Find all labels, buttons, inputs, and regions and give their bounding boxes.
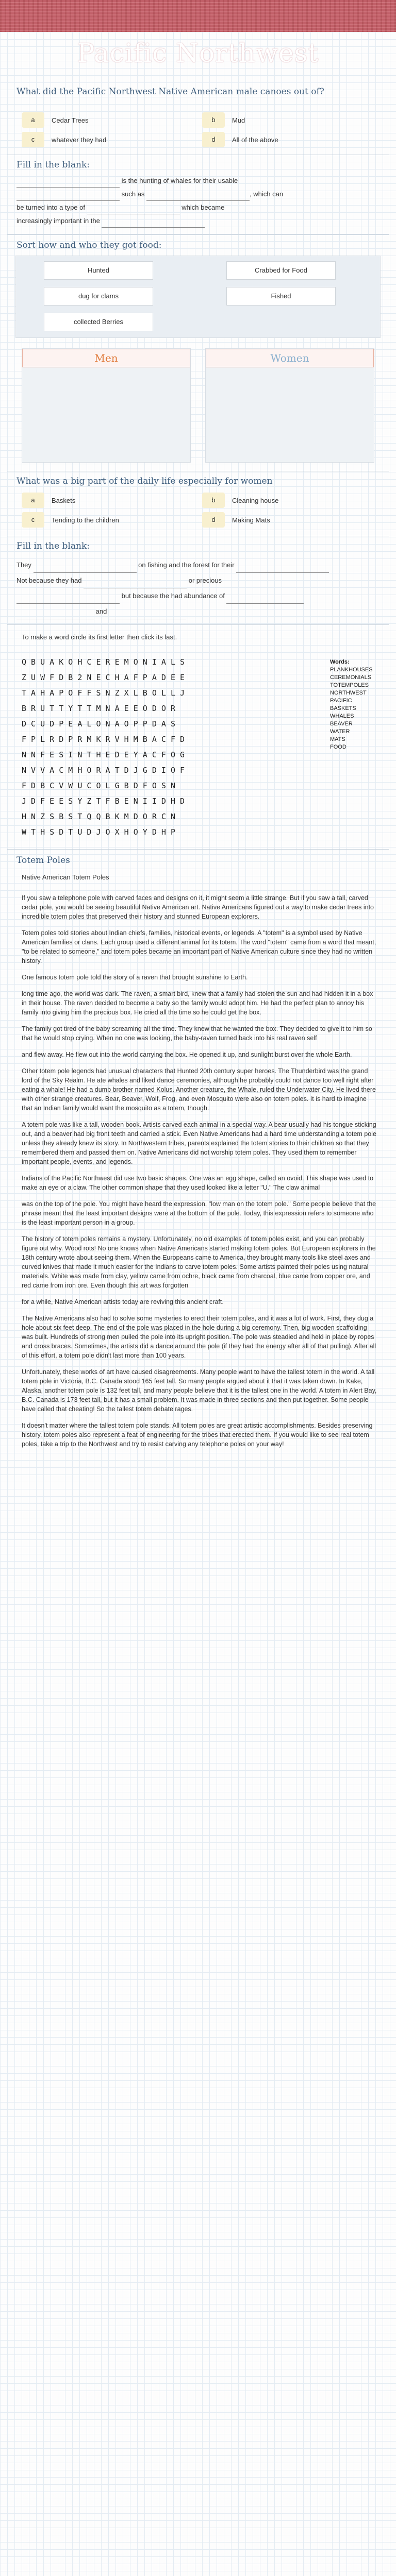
blank-input[interactable] — [226, 594, 304, 604]
passage-paragraph: It doesn't matter where the tallest totem pole stands. All totem poles are great artistic accomplishments. Besides preserving history, totem poles also represent a feat of engineering for the tribes that erected them. If you would like to see real totem poles, take a trip to the Northwest and try to resist carving any telephone poles on your way! — [22, 1422, 373, 1448]
blank-input[interactable] — [16, 594, 120, 604]
question-1: What did the Pacific Northwest Native American male canoes out of? — [16, 87, 324, 97]
passage-paragraph: Totem poles told stories about Indian chiefs, families, historical events, or legends. A "totem" is a symbol used by Native American families or clans. Each group used a different animal for its totem. The word "totem" came from a word that meant, "to be related to someone," and totem poles became an important part of Native American culture since they had no written history. — [22, 929, 376, 964]
blank-input[interactable] — [16, 178, 120, 188]
passage-paragraph: long time ago, the world was dark. The raven, a smart bird, knew that a family had stolen the sun and had hidden it in a box in their house. The raven decided to become a baby so the family would adopt him. He had the perfect plan to annoy his family into giving him the precious box. He cried all the time so he could get the box. — [22, 990, 373, 1016]
q2-option-c[interactable]: c Tending to the children — [22, 512, 119, 528]
divider — [7, 624, 389, 625]
word-search-row[interactable]: Q B U A K O H C E R E M O N I A L S — [22, 657, 185, 667]
word-list-item: NORTHWEST — [330, 690, 367, 696]
blank-input[interactable] — [236, 563, 329, 573]
sort-column-women-label: Women — [206, 349, 374, 367]
word-search-row[interactable]: N V V A C M H O R A T D J G D I O F — [22, 766, 185, 775]
word-search-row[interactable]: N N F E S I N T H E D E Y A C F O G — [22, 750, 185, 759]
blank-input[interactable] — [16, 191, 120, 201]
sort-heading: Sort how and who they got food: — [16, 240, 162, 250]
sort-item-hunted[interactable]: Hunted — [44, 261, 153, 280]
sort-column-men[interactable] — [22, 348, 191, 463]
word-list-item: WHALES — [330, 713, 354, 719]
passage-paragraph: If you saw a telephone pole with carved faces and designs on it, it might seem a little strange. But if you saw a tall, carved cedar pole, you would be seeing beautiful Native American art. Native Americans figured out a way to make cedar trees into incredible totem poles that preserved their history and stunned European explorers. — [22, 894, 374, 920]
passage-paragraph: A totem pole was like a tall, wooden book. Artists carved each animal in a special way. A bear usually had his tongue sticking out, and a beaver had big front teeth and carried a stick. Even Native Americans had a hard time understanding a totem pole unless they already knew its story. In Northwestern tribes, parents explained the totem stories to their children so that they remembered them and passed them on. Native Americans did not worship totem poles. They used them to remember important people, events, and legends. — [22, 1121, 376, 1165]
word-search-row[interactable]: T A H A P O F F S N Z X L B O L L J — [22, 688, 185, 698]
passage-paragraph: The history of totem poles remains a mystery. Unfortunately, no old examples of totem poles exist, and you can probably figure out why. Wood rots! No one knows when Native Americans started making totem poles. But European explorers in the 18th century wrote about seeing them. When the Europeans came to America, they brought many tools like steel axes and curved knives that made it much easier for the Indians to carve totem poles. Some artists painted their poles using natural materials. White was made from clay, yellow came from ochre, black came from charcoal, blue came from copper ore, and red came from iron ore. Even though this art was forgotten — [22, 1235, 376, 1289]
fill-blank-passage-1: is the hunting of whales for their usable such as , which can be turned into a type of which became increasingly important in the — [16, 174, 377, 228]
fill-blank-passage-2: They on fishing and the forest for their Not because they had or precious but because the had abundance of and — [16, 557, 377, 619]
passage-paragraph: The family got tired of the baby screaming all the time. They knew that he wanted the box. They decided to give it to him so that he would stop crying. When no one was looking, the baby-raven turned back into his real raven self — [22, 1025, 372, 1042]
q2-option-b[interactable]: b Cleaning house — [202, 493, 278, 508]
sort-item-crabbed[interactable]: Crabbed for Food — [226, 261, 336, 280]
sort-item-berries[interactable]: collected Berries — [44, 313, 153, 331]
word-list-item: BASKETS — [330, 705, 356, 711]
word-list-item: PACIFIC — [330, 698, 352, 704]
passage-paragraph: Other totem pole legends had unusual characters that Hunted 20th century super heroes. The Thunderbird was the grand lord of the Sky Realm. He ate whales and liked dance ceremonies, although he probably could not dance too well right after eating a whale! He had a dumb brother named Kolus. Another creature, the Whale, ruled the Underwater City. He lived there with other strange creatures. Bear, Beaver, Wolf, Frog, and even Mosquito were also on totem poles. It is hard to imagine that an Indian family would want the mosquito as a totem, though. — [22, 1067, 376, 1112]
q1-option-b[interactable]: b Mud — [202, 112, 245, 128]
word-search-row[interactable]: B R U T T Y T T M N A E E O D O R — [22, 704, 176, 713]
word-list: Words: PLANKHOUSES CEREMONIALS TOTEMPOLES NORTHWEST PACIFIC BASKETS WHALES BEAVER WATER MATS FOOD — [330, 659, 373, 750]
divider — [7, 849, 389, 850]
word-list-item: MATS — [330, 736, 345, 742]
word-search-row[interactable]: D C U D P E A L O N A O P P D A S — [22, 719, 176, 728]
passage-paragraph: was on the top of the pole. You might have heard the expression, "low man on the totem pole." Some people believe that the phrase meant that the least important designs were at the bottom of the pole. Today, this expression refers to someone who is the least important person in a group. — [22, 1200, 376, 1226]
sort-item-clams[interactable]: dug for clams — [44, 287, 153, 306]
blank-input[interactable] — [146, 191, 250, 201]
totem-passage — [22, 893, 377, 1456]
q2-option-d[interactable]: d Making Mats — [202, 512, 270, 528]
blank-input[interactable] — [102, 218, 205, 228]
blank-input[interactable] — [16, 609, 94, 619]
blank-input[interactable] — [109, 609, 186, 619]
word-search-row[interactable]: W T H S D T U D J O X H O Y D H P — [22, 827, 176, 837]
word-list-item: CEREMONIALS — [330, 674, 372, 681]
totem-heading: Totem Poles — [16, 855, 70, 866]
word-search-instruction: To make a word circle its first letter then click its last. — [22, 633, 177, 641]
word-list-item: WATER — [330, 728, 350, 735]
passage-paragraph: for a while, Native American artists today are reviving this ancient craft. — [22, 1298, 224, 1306]
passage-paragraph: Unfortunately, these works of art have caused disagreements. Many people want to have the tallest totem in the world. A tall totem pole in Victoria, B.C. Canada stood 165 feet tall. So many people argued about it that it was taken down. In Kake, Alaska, another totem pole is 132 feet tall, and many people believe that it is the tallest one in the world. A totem in Alert Bay, B.C. Canada is 173 feet tall, but it has a small problem. It was made in three sections and then put together. Some people have called that cheating! So the tallest totem debate rages. — [22, 1368, 377, 1413]
sort-item-bank — [15, 256, 381, 338]
passage-paragraph: One famous totem pole told the story of a raven that brought sunshine to Earth. — [22, 974, 248, 981]
sort-column-women[interactable] — [205, 348, 374, 463]
q2-option-a[interactable]: a Baskets — [22, 493, 75, 508]
passage-paragraph: and flew away. He flew out into the world carrying the box. He opened it up, and sunlight burst over the whole Earth. — [22, 1051, 352, 1058]
fill-blank-heading-1: Fill in the blank: — [16, 160, 90, 170]
totem-subheading: Native American Totem Poles — [22, 873, 109, 881]
question-2: What was a big part of the daily life especially for women — [16, 476, 273, 486]
page-title: Pacific Northwest — [77, 38, 319, 68]
word-search-row[interactable]: J D F E E S Y Z T F B E N I I D H D — [22, 796, 185, 806]
word-list-item: BEAVER — [330, 721, 353, 727]
divider — [7, 234, 389, 235]
sort-item-fished[interactable]: Fished — [226, 287, 336, 306]
fill-blank-heading-2: Fill in the blank: — [16, 541, 90, 551]
blank-input[interactable] — [87, 205, 180, 214]
blank-input[interactable] — [34, 563, 137, 573]
q1-option-c[interactable]: c whatever they had — [22, 132, 106, 147]
word-search-row[interactable]: F D B C V W U C O L G B D F O S N — [22, 781, 176, 790]
passage-paragraph: Indians of the Pacific Northwest did use two basic shapes. One was an egg shape, called an ovoid. This shape was used to make an eye or a claw. The other common shape that they used looked like a letter "U." The claw animal — [22, 1175, 374, 1191]
sort-column-men-label: Men — [22, 349, 190, 367]
word-list-item: FOOD — [330, 744, 346, 750]
word-search-row[interactable]: Z U W F D B 2 N E C H A F P A D E E — [22, 673, 185, 682]
word-search-grid[interactable] — [22, 654, 185, 840]
passage-paragraph: The Native Americans also had to solve some mysteries to erect their totem poles, and it was a lot of work. First, they dug a hole about six feet deep. The end of the pole was placed in the hole during a big ceremony. Then, big wooden scaffolding was built. Hundreds of strong men pulled the pole into its upright position. The pole was steadied and held in place by ropes and cross braces. Sometimes, the artists did a dance around the pole (if they had the energy after all of that pulling). After all of this effort, a totem pole didn't last more than 100 years. — [22, 1315, 376, 1359]
word-list-item: PLANKHOUSES — [330, 667, 373, 673]
word-search-row[interactable]: H N Z S B S T Q Q B K M D O R C N — [22, 812, 176, 821]
q1-option-d[interactable]: d All of the above — [202, 132, 278, 147]
word-list-item: TOTEMPOLES — [330, 682, 369, 688]
word-search-row[interactable]: F P L R D P R M K R V H M B A C F D — [22, 735, 185, 744]
blank-input[interactable] — [84, 579, 187, 588]
q1-option-a[interactable]: a Cedar Trees — [22, 112, 89, 128]
